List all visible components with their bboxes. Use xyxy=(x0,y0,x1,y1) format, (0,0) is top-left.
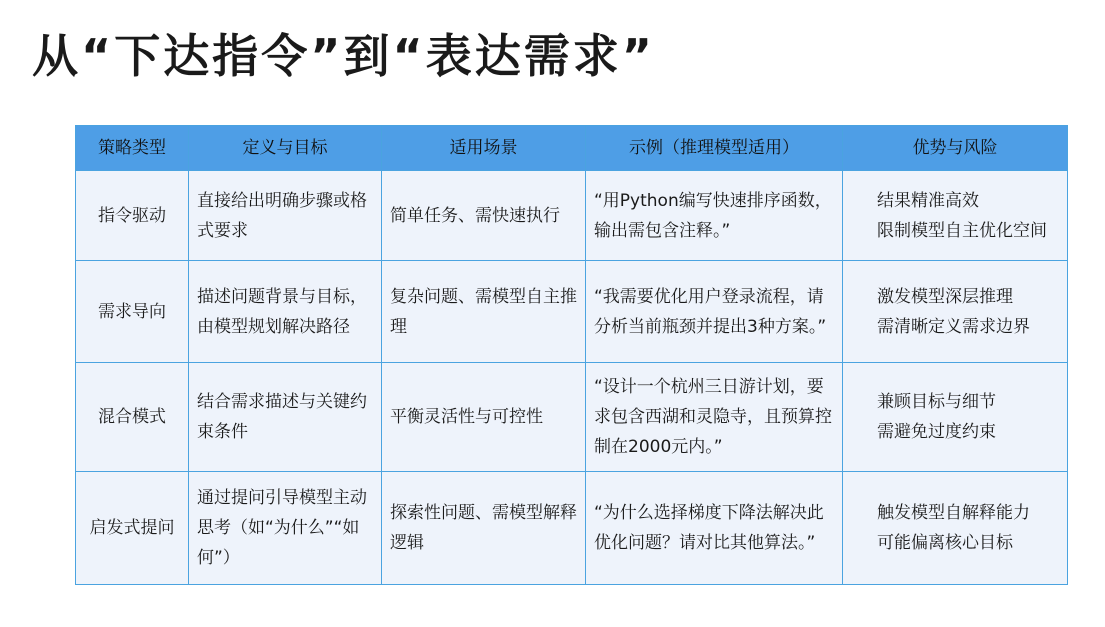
cell-example: “设计一个杭州三日游计划，要求包含西湖和灵隐寺，且预算控制在2000元内。” xyxy=(586,363,843,472)
risk-line xyxy=(853,312,1061,342)
advantage-text: 触发模型自解释能力 xyxy=(877,503,1030,523)
header-definition: 定义与目标 xyxy=(189,126,382,171)
strategy-table-container xyxy=(75,125,1067,585)
cell-type: 混合模式 xyxy=(76,363,189,472)
cell-type: 需求导向 xyxy=(76,261,189,363)
cell-example: “为什么选择梯度下降法解决此优化问题？请对比其他算法。” xyxy=(586,472,843,585)
advantage-text: 激发模型深层推理 xyxy=(877,286,1013,307)
header-example: 示例（推理模型适用） xyxy=(586,126,843,171)
header-advantage-risk: 优势与风险 xyxy=(843,126,1068,171)
risk-line xyxy=(853,528,1061,558)
table-row xyxy=(76,171,1068,261)
table-header-row xyxy=(76,126,1068,171)
risk-text: 需清晰定义需求边界 xyxy=(877,316,1030,337)
advantage-line xyxy=(853,387,1061,417)
cell-definition: 通过提问引导模型主动思考（如“为什么”“如何”） xyxy=(189,472,382,585)
page-title: 从“下达指令”到“表达需求” xyxy=(32,29,655,83)
cell-scenario: 复杂问题、需模型自主推理 xyxy=(382,261,586,363)
cell-definition: 描述问题背景与目标，由模型规划解决路径 xyxy=(189,261,382,363)
advantage-line xyxy=(853,186,1061,216)
risk-text: 可能偏离核心目标 xyxy=(877,533,1013,553)
risk-text: 限制模型自主优化空间 xyxy=(877,220,1047,241)
cell-advantage-risk xyxy=(843,363,1068,472)
cell-type: 指令驱动 xyxy=(76,171,189,261)
cell-example: “用Python编写快速排序函数，输出需包含注释。” xyxy=(586,171,843,261)
table-row xyxy=(76,261,1068,363)
advantage-text: 兼顾目标与细节 xyxy=(877,392,996,412)
risk-line xyxy=(853,417,1061,447)
risk-line xyxy=(853,216,1061,246)
advantage-line xyxy=(853,282,1061,312)
header-strategy-type: 策略类型 xyxy=(76,126,189,171)
strategy-table xyxy=(75,125,1068,585)
cell-advantage-risk xyxy=(843,261,1068,363)
cell-definition: 直接给出明确步骤或格式要求 xyxy=(189,171,382,261)
cell-scenario: 简单任务、需快速执行 xyxy=(382,171,586,261)
cell-advantage-risk xyxy=(843,472,1068,585)
advantage-text: 结果精准高效 xyxy=(877,190,979,211)
table-row xyxy=(76,472,1068,585)
table-row xyxy=(76,363,1068,472)
cell-advantage-risk xyxy=(843,171,1068,261)
cell-definition: 结合需求描述与关键约束条件 xyxy=(189,363,382,472)
cell-scenario: 平衡灵活性与可控性 xyxy=(382,363,586,472)
risk-text: 需避免过度约束 xyxy=(877,422,996,442)
advantage-line xyxy=(853,498,1061,528)
cell-scenario: 探索性问题、需模型解释逻辑 xyxy=(382,472,586,585)
header-scenario: 适用场景 xyxy=(382,126,586,171)
cell-example: “我需要优化用户登录流程，请分析当前瓶颈并提出3种方案。” xyxy=(586,261,843,363)
cell-type: 启发式提问 xyxy=(76,472,189,585)
